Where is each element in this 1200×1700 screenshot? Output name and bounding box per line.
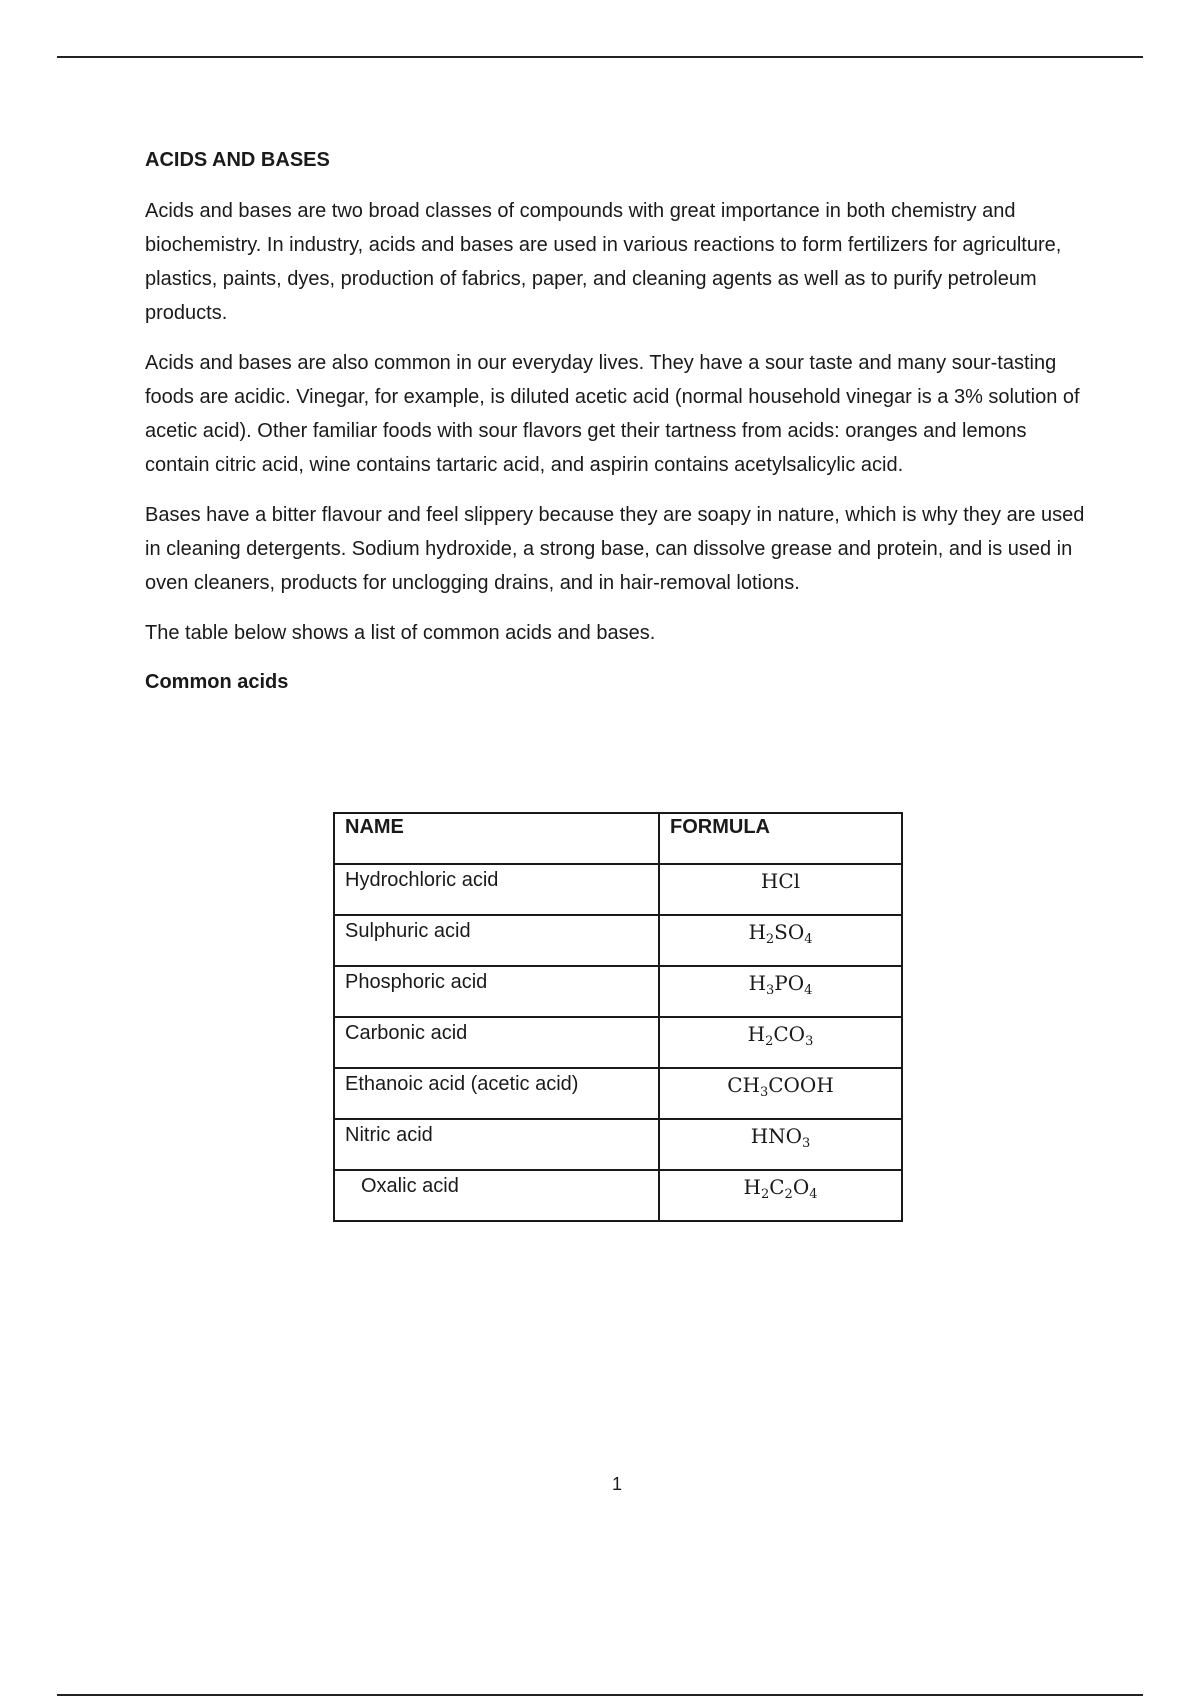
acid-formula-cell	[659, 1119, 902, 1170]
page-title: ACIDS AND BASES	[145, 149, 330, 171]
acid-name-cell: Ethanoic acid (acetic acid)	[334, 1068, 659, 1119]
formula-subscript: 3	[805, 1034, 814, 1049]
paragraph-1: Acids and bases are two broad classes of compounds with great importance in both chemistry and biochemistry. In industry, acids and bases are used in various reactions to form fertilizers for agriculture, plastics, paints, dyes, production of fabrics, paper, and cleaning agents as well as to purify petroleum products.	[145, 200, 1062, 324]
table-row	[334, 1017, 902, 1068]
paragraph-3: Bases have a bitter flavour and feel slippery because they are soapy in nature, which is why they are used in cleaning detergents. Sodium hydroxide, a strong base, can dissolve grease and protein, and is used in oven cleaners, products for unclogging drains, and in hair-removal lotions.	[145, 504, 1085, 594]
bottom-rule	[57, 1694, 1143, 1696]
formula-symbol: H	[747, 1022, 766, 1046]
acid-name-cell: Carbonic acid	[334, 1017, 659, 1068]
acid-name-cell: Phosphoric acid	[334, 966, 659, 1017]
acid-formula-cell	[659, 1068, 902, 1119]
formula-subscript: 2	[765, 932, 775, 947]
table-row	[334, 1068, 902, 1119]
acid-name-cell: Sulphuric acid	[334, 915, 659, 966]
acid-name-cell: Hydrochloric acid	[334, 864, 659, 915]
table-row	[334, 915, 902, 966]
formula-subscript: 2	[784, 1187, 793, 1202]
formula-symbol: PO	[774, 971, 805, 995]
formula-symbol: SO	[774, 920, 805, 944]
acid-name-cell: Oxalic acid	[334, 1170, 659, 1221]
formula-subscript: 3	[802, 1136, 811, 1151]
formula-symbol: H	[743, 1175, 761, 1199]
paragraph-4: The table below shows a list of common acids and bases.	[145, 622, 656, 644]
column-header-name: NAME	[334, 813, 659, 864]
formula-symbol: H	[748, 920, 766, 944]
acid-formula-cell	[659, 1017, 902, 1068]
formula-subscript: 4	[809, 1187, 818, 1202]
formula-symbol: CH	[727, 1073, 760, 1097]
formula-subscript: 4	[804, 983, 813, 998]
formula-symbol: HNO	[750, 1124, 803, 1148]
table-row	[334, 966, 902, 1017]
paragraph-2: Acids and bases are also common in our everyday lives. They have a sour taste and many sour-tasting foods are acidic. Vinegar, for example, is diluted acetic acid (normal household vinegar is a 3% solution of acetic acid). Other familiar foods with sour flavors get their tartness from acids: oranges and lemons contain citric acid, wine contains tartaric acid, and aspirin contains acetylsalicylic acid.	[145, 352, 1080, 476]
formula-subscript: 4	[804, 932, 813, 947]
formula-subscript: 2	[760, 1187, 770, 1202]
table-row	[334, 864, 902, 915]
page-number: 1	[611, 1474, 622, 1494]
formula-symbol: H	[748, 971, 767, 995]
formula-subscript: 3	[766, 983, 775, 998]
common-acids-table	[333, 812, 903, 1222]
document-body	[145, 144, 1095, 698]
formula-symbol: O	[792, 1175, 810, 1199]
table-row	[334, 1119, 902, 1170]
acid-formula-cell	[659, 864, 902, 915]
table-body	[334, 864, 902, 1221]
top-rule	[57, 56, 1143, 58]
formula-symbol: HCl	[760, 869, 801, 893]
table-header-row	[334, 813, 902, 864]
acid-formula-cell	[659, 1170, 902, 1221]
acid-name-cell: Nitric acid	[334, 1119, 659, 1170]
acid-formula-cell	[659, 966, 902, 1017]
formula-symbol: C	[769, 1175, 785, 1199]
acid-formula-cell	[659, 915, 902, 966]
formula-subscript: 3	[759, 1085, 769, 1100]
section-heading-common-acids: Common acids	[145, 671, 289, 693]
formula-symbol: CO	[773, 1022, 806, 1046]
table-row	[334, 1170, 902, 1221]
formula-subscript: 2	[765, 1034, 774, 1049]
column-header-formula: FORMULA	[659, 813, 902, 864]
formula-symbol: COOH	[768, 1073, 834, 1097]
